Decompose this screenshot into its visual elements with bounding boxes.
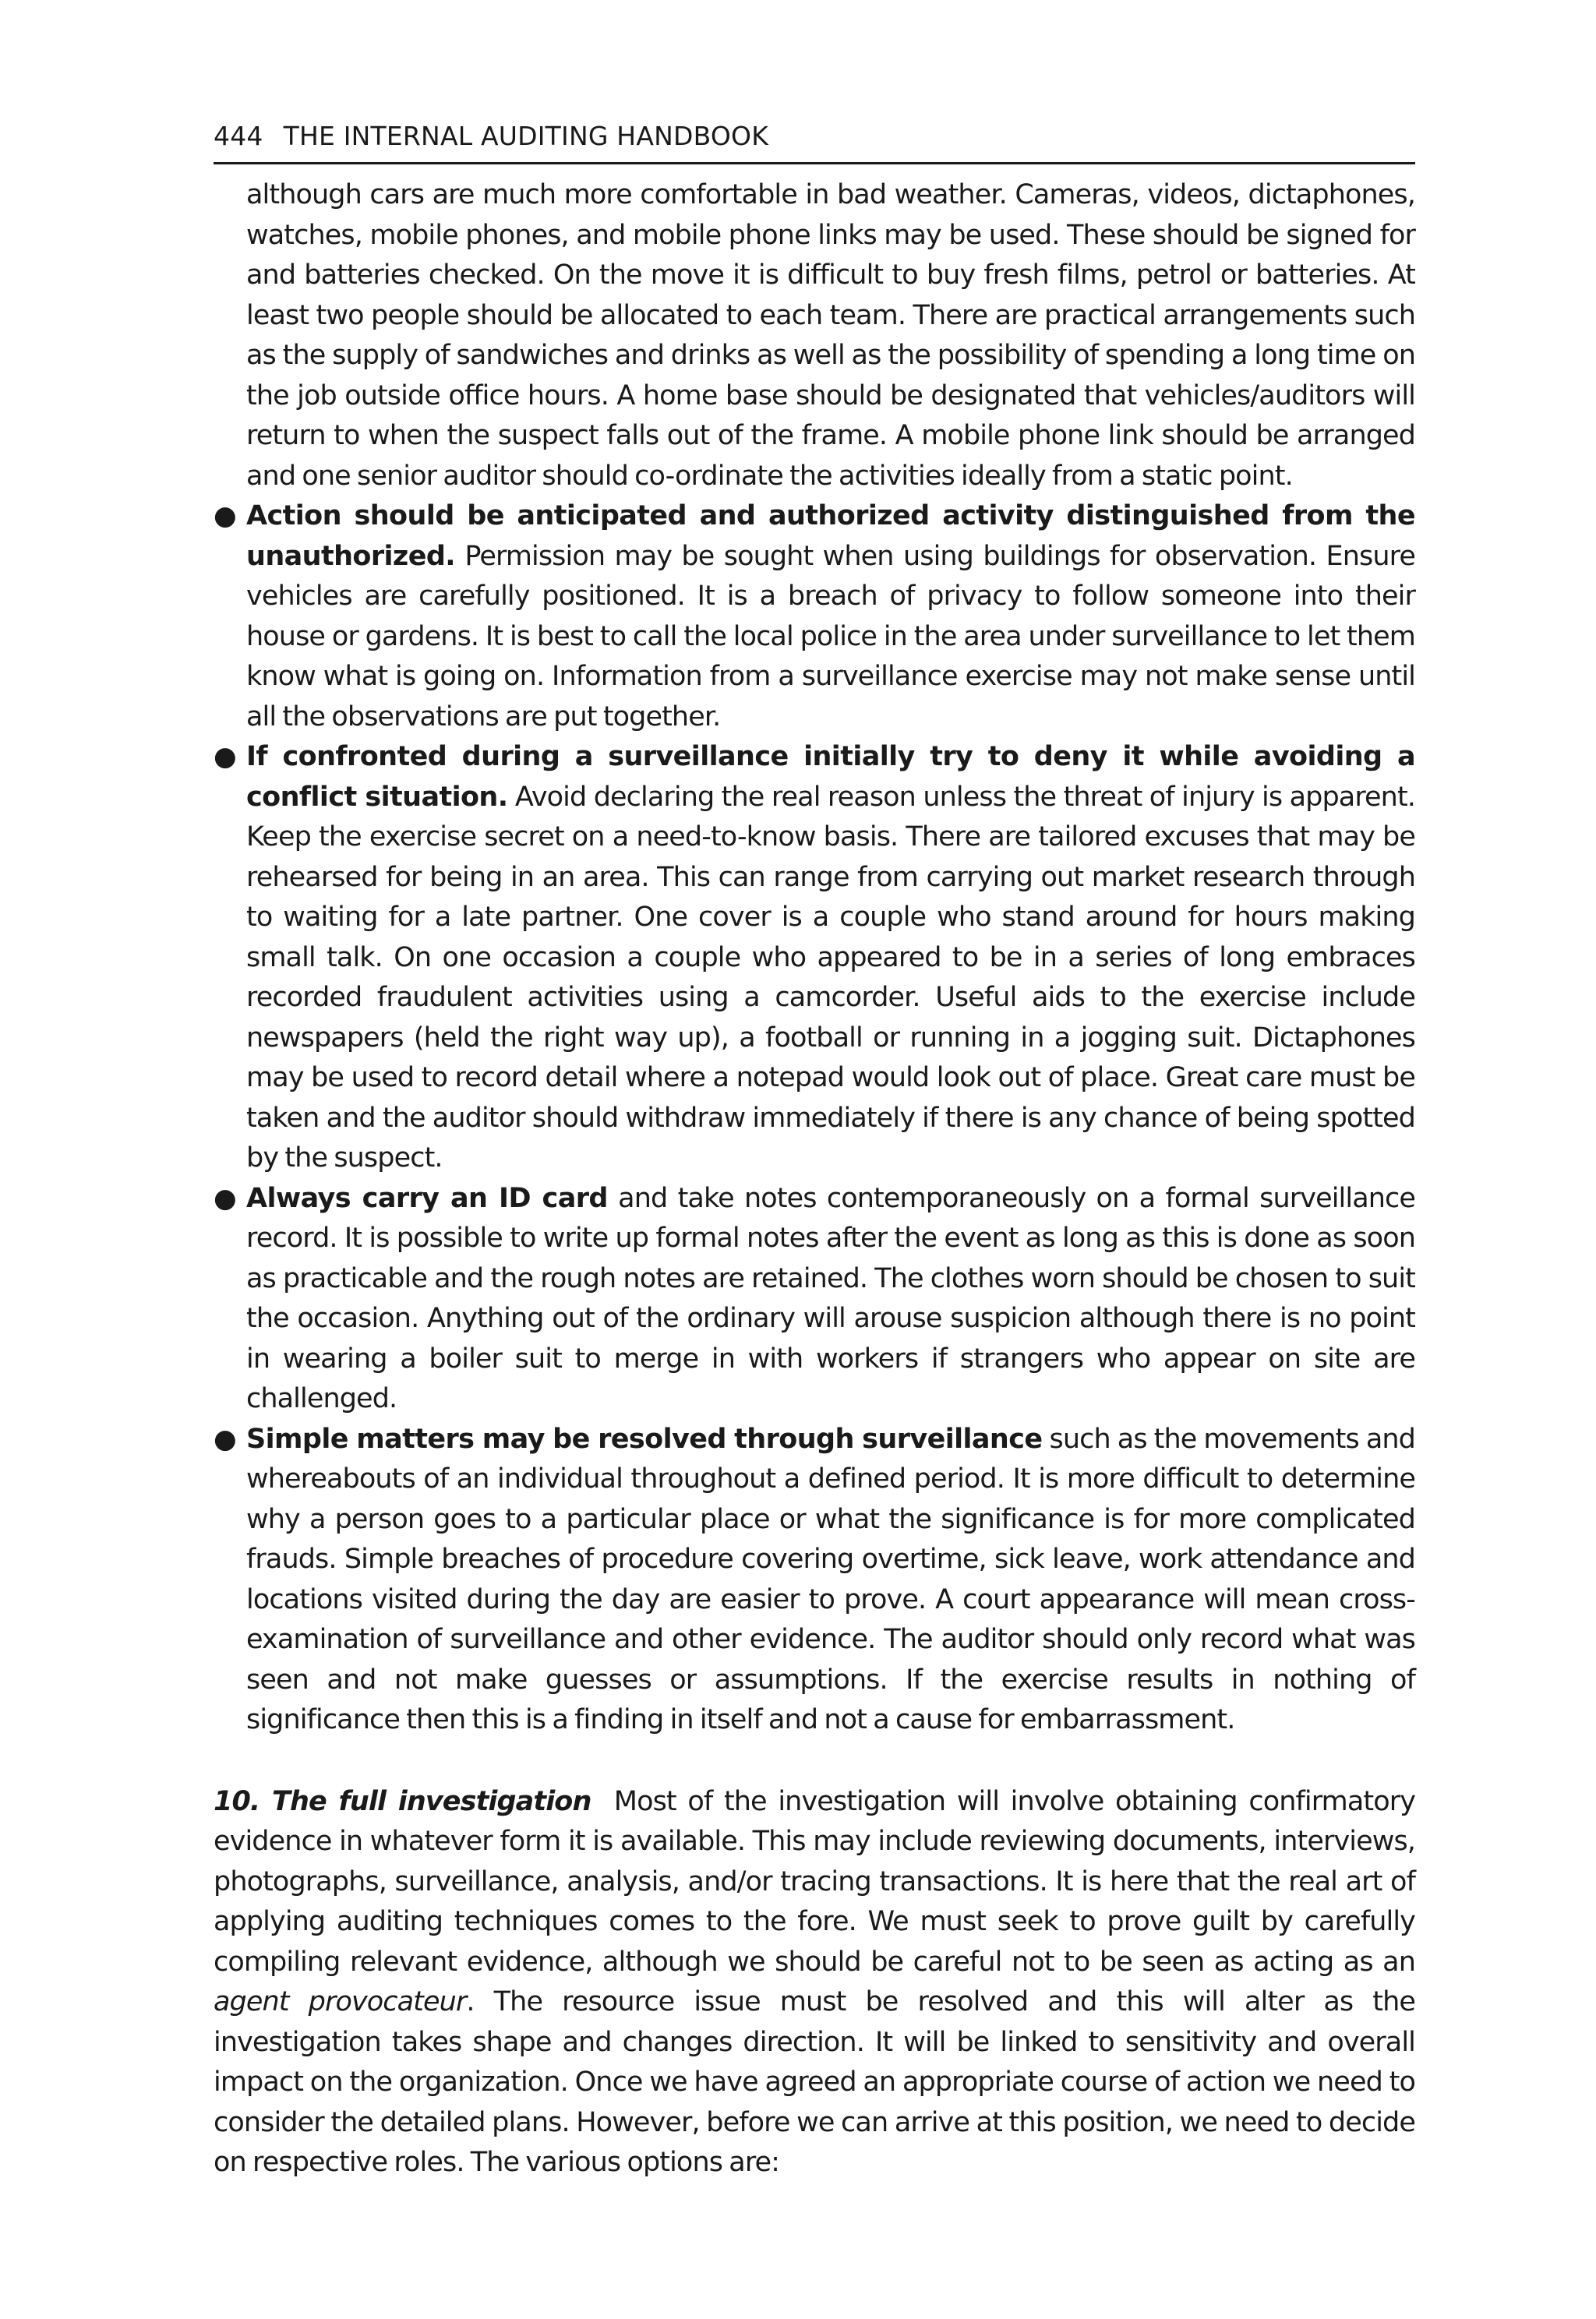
bullet-lead: Simple matters may be resolved through surveillance	[246, 1423, 1043, 1455]
book-title: THE INTERNAL AUDITING HANDBOOK	[283, 121, 769, 151]
bullet-lead: If confronted during a surveillance initially try to deny it while avoiding a conflict situation.	[246, 741, 1415, 813]
section-text-after: . The resource issue must be resolved and this will alter as the investigation takes shape and changes direction. It will be linked to sensitivity and overall impact on the organization. Once we have agreed an appropriate course of action we need to consider the detailed plans. However, before we can arrive at this position, we need to decide on respective roles. The various options are:	[214, 1986, 1415, 2178]
list-item	[214, 1179, 1415, 1420]
bullet-list	[214, 496, 1415, 1741]
section-text-before: Most of the investigation will involve obtaining confirmatory evidence in whatever form it is available. This may include reviewing documents, interviews, photographs, surveillance, analysis, and/or tracing transactions. It is here that the real art of applying auditing techniques comes to the fore. We must seek to prove guilt by carefully compiling relevant evidence, although we should be careful not to be seen as acting as an	[214, 1785, 1416, 1978]
continuation-paragraph: although cars are much more comfortable in bad weather. Cameras, videos, dictaphones, watches, mobile phones, and mobile phone links may be used. These should be signed for and batteries checked. On the move it is difficult to buy fresh films, petrol or batteries. At least two people should be allocated to each team. There are practical arrangements such as the supply of sandwiches and drinks as well as the possibility of spending a long time on the job outside office hours. A home base should be designated that vehicles/auditors will return to when the suspect falls out of the frame. A mobile phone link should be arranged and one senior auditor should co-ordinate the activities ideally from a static point.	[246, 179, 1415, 492]
bullet-icon: ●	[214, 1182, 236, 1214]
page-body	[214, 175, 1415, 2183]
book-page	[214, 117, 1415, 2211]
bullet-icon: ●	[214, 500, 236, 531]
list-item	[214, 737, 1415, 1179]
list-item	[214, 496, 1415, 737]
page-number: 444	[214, 121, 263, 151]
bullet-text: Permission may be sought when using buildings for observation. Ensure vehicles are carefully positioned. It is a breach of privacy to follow someone into their house or gardens. It is best to call the local police in the area under surveillance to let them know what is going on. Information from a surveillance exercise may not make sense until all the observations are put together.	[246, 540, 1415, 732]
section-10-paragraph	[214, 1782, 1415, 2183]
bullet-text: Avoid declaring the real reason unless the threat of injury is apparent. Keep the exercise secret on a need-to-know basis. There are tailored excuses that may be rehearsed for being in an area. This can range from carrying out market research through to waiting for a late partner. One cover is a couple who stand around for hours making small talk. On one occasion a couple who appeared to be in a series of long embraces recorded fraudulent activities using a camcorder. Useful aids to the exercise include newspapers (held the right way up), a football or running in a jogging suit. Dictaphones may be used to record detail where a notepad would look out of place. Great care must be taken and the auditor should withdraw immediately if there is any chance of being spotted by the suspect.	[246, 781, 1415, 1174]
bullet-text: such as the movements and whereabouts of an individual throughout a defined period. It is more difficult to determine why a person goes to a particular place or what the significance is for more complicated frauds. Simple breaches of procedure covering overtime, sick leave, work attendance and locations visited during the day are easier to prove. A court appearance will mean cross-examination of surveillance and other evidence. The auditor should only record what was seen and not make guesses or assumptions. If the exercise results in nothing of significance then this is a finding in itself and not a cause for embarrassment.	[246, 1423, 1415, 1735]
bullet-icon: ●	[214, 1423, 236, 1455]
bullet-lead: Always carry an ID card	[246, 1182, 608, 1214]
bullet-text: and take notes contemporaneously on a formal surveillance record. It is possible to write up formal notes after the event as long as this is done as soon as practicable and the rough notes are retained. The clothes worn should be chosen to suit the occasion. Anything out of the ordinary will arouse suspicion although there is no point in wearing a boiler suit to merge in with workers if strangers who appear on site are challenged.	[246, 1182, 1415, 1414]
bullet-icon: ●	[214, 741, 236, 772]
bullet-lead: Action should be anticipated and authorized activity distinguished from the unauthorized.	[246, 500, 1415, 572]
running-head	[214, 117, 1415, 164]
italic-term: agent provocateur	[214, 1986, 467, 2017]
section-title: 10. The full investigation	[214, 1785, 591, 1817]
list-item	[214, 1420, 1415, 1741]
